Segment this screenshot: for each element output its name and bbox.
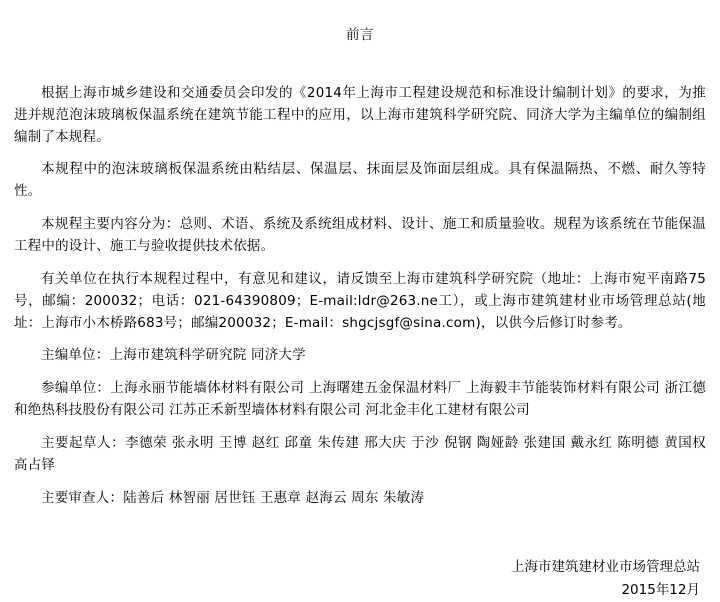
paragraph-1: 根据上海市城乡建设和交通委员会印发的《2014年上海市工程建设规范和标准设计编制计划》的要求，为推进并规范泡沫玻璃板保温系统在建筑节能工程中的应用，以上海市建筑科学研究院、同济大学为主编单位的编制组编制了本规程。 xyxy=(14,84,706,145)
paragraph-3: 本规程主要内容分为：总则、术语、系统及系统组成材料、设计、施工和质量验收。规程为该系统在节能保温工程中的设计、施工与验收提供技术依据。 xyxy=(14,216,706,255)
paragraph-main-reviewers: 主要审查人：陆善后 林智丽 居世钰 王惠章 赵海云 周东 朱敏涛 xyxy=(41,489,425,506)
document-page xyxy=(0,26,720,598)
paragraph-contact: 有关单位在执行本规程过程中，有意见和建议，请反馈至上海市建筑科学研究院（地址：上海市宛平南路75号，邮编：200032；电话：021-64390809；E-mail:ldr@263.ne工），或上海市建筑建材业市场管理总站(地址：上海市小木桥路683号；邮编200032；E-mail：shgcjsgf@sina.com)，以供今后修订时参考。 xyxy=(14,270,706,331)
signature-organization: 上海市建筑建材业市场管理总站 xyxy=(511,558,700,575)
paragraph-main-authors: 主要起草人：李德荣 张永明 王博 赵红 邱童 朱传建 邢大庆 于沙 倪钢 陶娅龄 张建国 戴永红 陈明德 黄国权 高占铎 xyxy=(14,435,706,473)
document-body xyxy=(14,83,706,510)
signature-date: 2015年12月 xyxy=(621,581,700,598)
paragraph-2: 本规程中的泡沫玻璃板保温系统由粘结层、保温层、抹面层及饰面层组成。具有保温隔热、不燃、耐久等特性。 xyxy=(14,161,706,200)
paragraph-chief-editor-units: 主编单位：上海市建筑科学研究院 同济大学 xyxy=(41,347,306,364)
signature-block xyxy=(14,556,706,602)
page-title: 前言 xyxy=(346,27,374,43)
paragraph-participating-units: 参编单位：上海永丽节能墙体材料有限公司 上海曙建五金保温材料厂 上海毅丰节能装饰材料有限公司 浙江德和绝热科技股份有限公司 江苏正禾新型墙体材料有限公司 河北金丰化工建材有限公司 xyxy=(14,380,706,419)
